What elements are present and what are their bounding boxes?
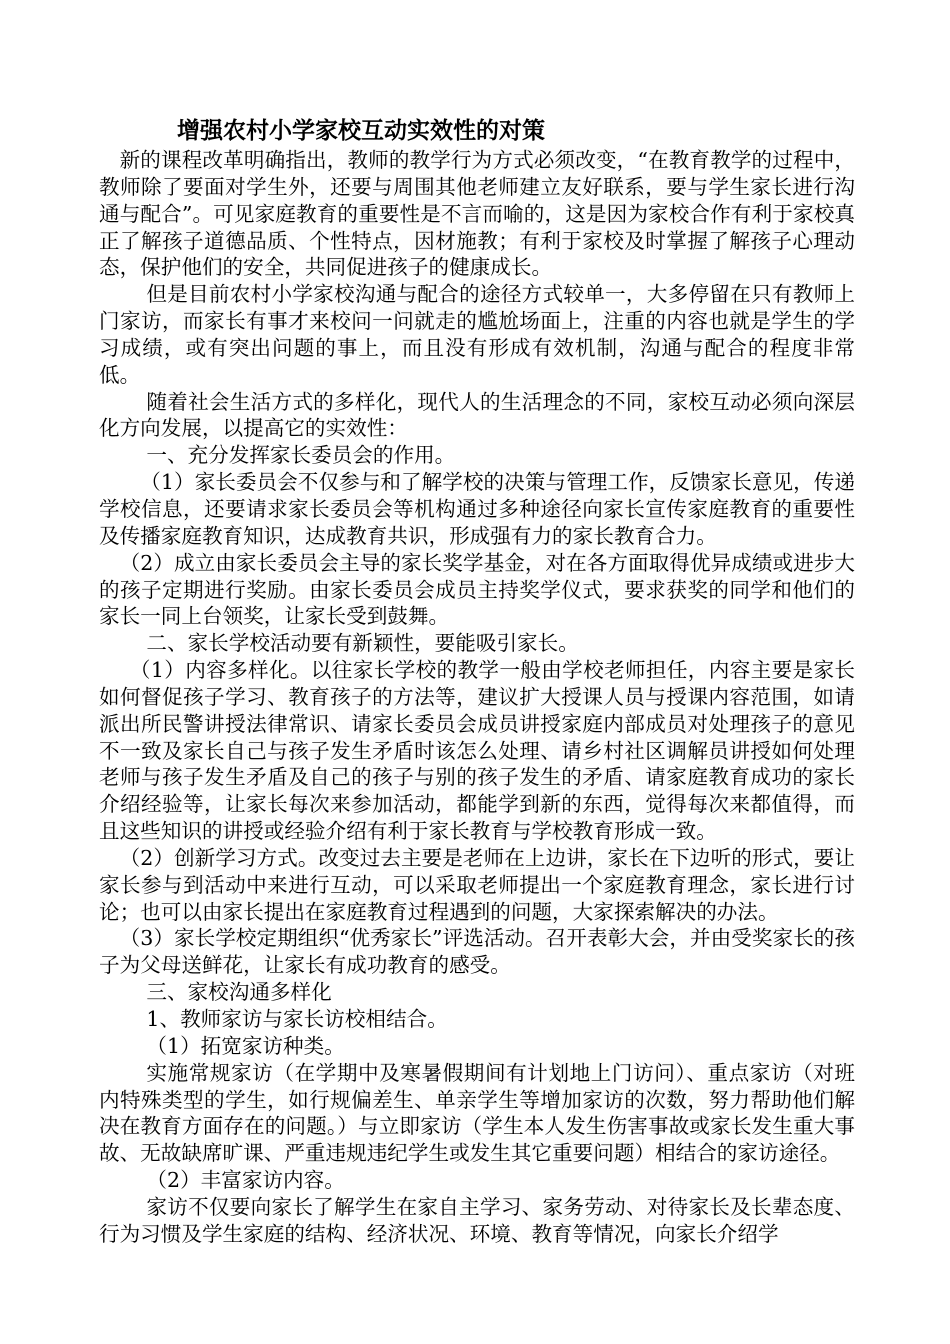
subsection-heading: （2）丰富家访内容。 [146,1168,345,1193]
paragraph: （1）家长委员会不仅参与和了解学校的决策与管理工作，反馈家长意见，传递学校信息，还要请求家长委员会等机构通过多种途径向家长宣传家庭教育的重要性及传播家庭教育知识，达成教育共识，形成强有力的家长教育合力。 [99,470,855,548]
section-heading: 三、家校沟通多样化 [146,980,332,1005]
section-heading: 二、家长学校活动要有新颖性，要能吸引家长。 [146,631,579,656]
paragraph: 但是目前农村小学家校沟通与配合的途径方式较单一，大多停留在只有教师上门家访，而家长有事才来校问一问就走的尴尬场面上，注重的内容也就是学生的学习成绩，或有突出问题的事上，而且没有形成有效机制，沟通与配合的程度非常低。 [99,282,855,387]
paragraph: 随着社会生活方式的多样化，现代人的生活理念的不同，家校互动必须向深层化方向发展，以提高它的实效性： [99,389,855,441]
paragraph: （3）家长学校定期组织“优秀家长”评选活动。召开表彰大会，并由受奖家长的孩子为父母送鲜花，让家长有成功教育的感受。 [99,926,855,978]
subsection-heading: （1）拓宽家访种类。 [146,1033,345,1058]
subsection-heading: 1、教师家访与家长访校相结合。 [146,1007,448,1031]
section-heading: 一、充分发挥家长委员会的作用。 [146,443,456,468]
paragraph: （2）成立由家长委员会主导的家长奖学基金，对在各方面取得优异成绩或进步大的孩子定期进行奖励。由家长委员会成员主持奖学仪式，要求获奖的同学和他们的家长一同上台领奖，让家长受到鼓舞。 [99,550,855,629]
document-body [99,147,855,1248]
paragraph: 新的课程改革明确指出，教师的教学行为方式必须改变，“在教育教学的过程中，教师除了要面对学生外，还要与周围其他老师建立友好联系，要与学生家长进行沟通与配合”。可见家庭教育的重要性是不言而喻的，这是因为家校合作有利于家校真正了解孩子道德品质、个性特点，因材施教；有利于家校及时掌握了解孩子心理动态，保护他们的安全，共同促进孩子的健康成长。 [99,148,855,280]
paragraph: （2）创新学习方式。改变过去主要是老师在上边讲，家长在下边听的形式，要让家长参与到活动中来进行互动，可以采取老师提出一个家庭教育理念，家长进行讨论；也可以由家长提出在家庭教育过程遇到的问题，大家探索解决的办法。 [99,845,855,924]
paragraph: 家访不仅要向家长了解学生在家自主学习、家务劳动、对待家长及长辈态度、行为习惯及学生家庭的结构、经济状况、环境、教育等情况，向家长介绍学 [99,1194,855,1246]
paragraph: （1）内容多样化。以往家长学校的教学一般由学校老师担任，内容主要是家长如何督促孩子学习、教育孩子的方法等，建议扩大授课人员与授课内容范围，如请派出所民警讲授法律常识、请家长委员会成员讲授家庭内部成员对处理孩子的意见不一致及家长自己与孩子发生矛盾时该怎么处理、请乡村社区调解员讲授如何处理老师与孩子发生矛盾及自己的孩子与别的孩子发生的矛盾、请家庭教育成功的家长介绍经验等，让家长每次来参加活动，都能学到新的东西，觉得每次来都值得，而且这些知识的讲授或经验介绍有利于家长教育与学校教育形成一致。 [99,658,855,844]
document-title: 增强农村小学家校互动实效性的对策 [177,117,545,144]
paragraph: 实施常规家访（在学期中及寒暑假期间有计划地上门访问）、重点家访（对班内特殊类型的学生，如行规偏差生、单亲学生等增加家访的次数，努力帮助他们解决在教育方面存在的问题。）与立即家访（学生本人发生伤害事故或家长发生重大事故、无故缺席旷课、严重违规违纪学生或发生其它重要问题）相结合的家访途径。 [99,1060,855,1166]
